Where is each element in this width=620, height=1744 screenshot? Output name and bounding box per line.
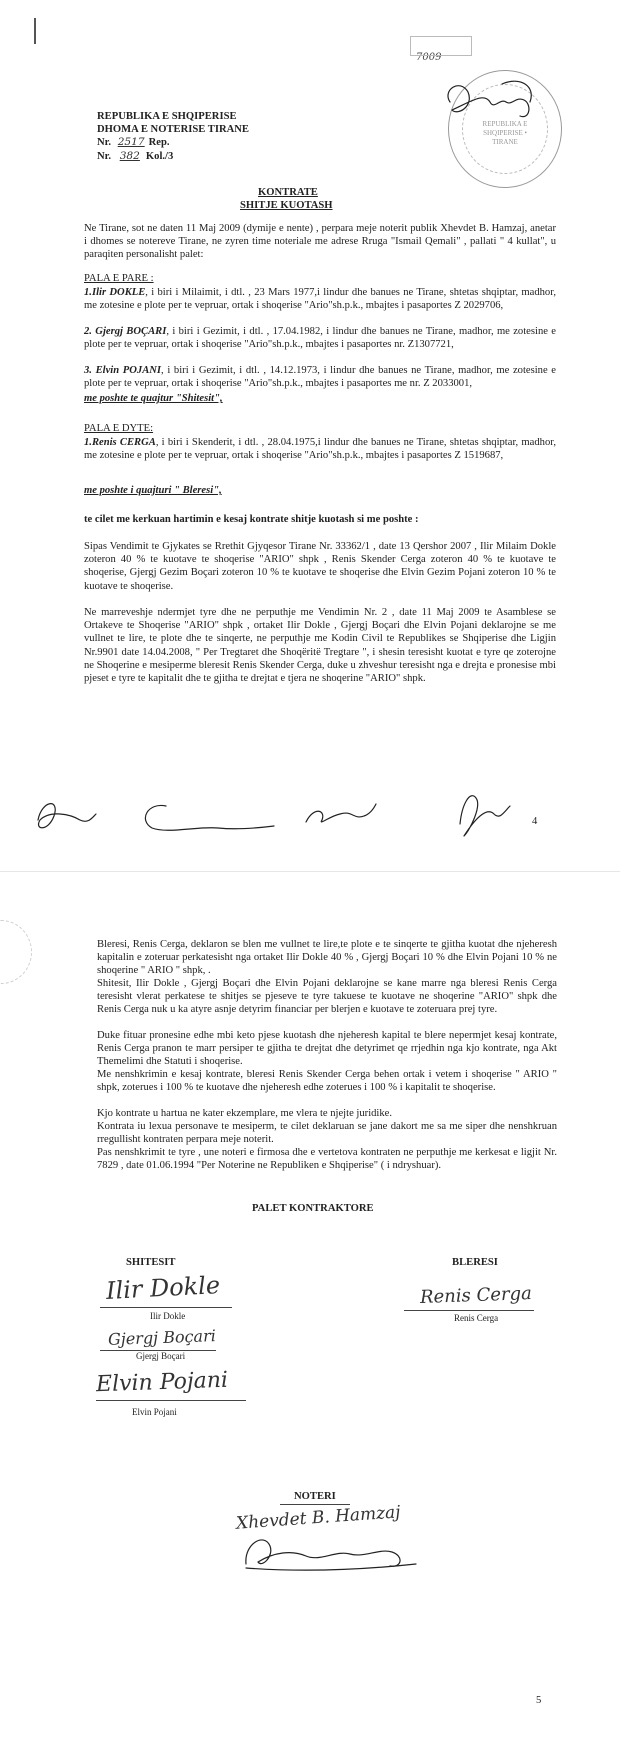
party-4: 1.Renis CERGA, i biri i Skenderit, i dtl. , 28.04.1975,i lindur dhe banues ne Tirane, shtetas shqiptar, madhor, me zotesine e plote per te vepruar, ortak i shoqerise "Ario"sh.p.k., mbajtes i pasaportes Z 1519687, (84, 437, 557, 462)
contract-page-2 (0, 872, 620, 1744)
margin-mark (34, 18, 36, 44)
header-kol-line: Nr. 382 Kol./3 (97, 150, 174, 162)
pala-dyte-heading: PALA E DYTE: (84, 423, 154, 434)
request-line: te cilet me kerkuan hartimin e kesaj kontrate shitje kuotash si me poshte : (84, 514, 419, 525)
page-number-4: 4 (532, 816, 538, 827)
pala-pare-heading: PALA E PARE : (84, 273, 154, 284)
buyer-signature: Renis Cerga (419, 1283, 533, 1308)
party-1: 1.Ilir DOKLE, i biri i Milaimit, i dtl. , 23 Mars 1977,i lindur dhe banues ne Tirane, shtetas shqiptar, madhor, me zotesine e plote per te vepruar, ortak i shoqerise "Ario"sh.p.k., mbajtes i pasaportes Z 2029706, (84, 287, 556, 312)
seller1-signature: Ilir Dokle (105, 1271, 221, 1305)
paragraph-sole-owner: Me nenshkrimin e kesaj kontrate, bleresi Renis Skender Cerga behen ortak i vetem i shoqerise " ARIO " shpk, zoterues i 100 % te kuotave dhe njeheresh edhe zoterues i 100 % i kapitalit te shoqerise. (97, 1069, 557, 1094)
page-number-5: 5 (536, 1695, 542, 1706)
seller2-name: Gjergj Boçari (136, 1351, 186, 1361)
paragraph-certification: Pas nenshkrimit te tyre , une noteri e firmosa dhe e vertetova kontraten ne perputhje me kerkesat e ligjit Nr. 7829 , date 01.06.1994 "Per Noterine ne Republiken e Shqiperise" ( i ndryshuar). (97, 1147, 557, 1172)
parties-heading: PALET KONTRAKTORE (252, 1203, 374, 1214)
title-subtitle: SHITJE KUOTASH (240, 200, 333, 211)
title-contract: KONTRATE (258, 187, 318, 198)
header-rep-line: Nr. 2517 Rep. (97, 136, 170, 148)
rep-number: 2517 (117, 136, 145, 148)
stamp-handwritten-note: 7009 (416, 52, 442, 63)
seller3-signature: Elvin Pojani (95, 1367, 229, 1398)
buyer-name: Renis Cerga (454, 1313, 499, 1323)
sellers-heading: SHITESIT (126, 1257, 176, 1268)
notary-signature-name: Xhevdet B. Hamzaj (235, 1502, 402, 1534)
intro-paragraph: Ne Tirane, sot ne daten 11 Maj 2009 (dymije e nente) , perpara meje noterit publik Xhevdet B. Hamzaj, anetar i dhomes se notereve Tirane, ne zyren time noteriale me adrese Rruga "Ismail Qemali" , pallati " 4 kullat", u paraqiten personalisht palet: (84, 223, 556, 261)
signature-1 (30, 790, 100, 840)
notary-initial-signature (440, 72, 540, 132)
buyer-alias: me poshte i quajturi " Bleresi", (84, 485, 222, 496)
buyer-sig-line (404, 1310, 534, 1311)
paragraph-sellers-declaration: Shitesit, Ilir Dokle , Gjergj Boçari dhe Elvin Pojani deklarojne se kane marre nga bleresi Renis Cerga teresisht vlerat perkatese te shitjes se pjeseve te tyre takuese te kuotave ne shoqerine "ARIO" shpk dhe Renis Cerga nuk u ka atyre asnje detyrim financiar per blerjen e kuotave te zoteruara prej tyre. (97, 978, 557, 1016)
paragraph-ownership: Duke fituar pronesine edhe mbi keto pjese kuotash dhe njeheresh kapital te blere nepermjet kesaj kontrate, Renis Cerga pranon te marr persiper te gjitha te drejtat dhe detyrimet qe rrjedhin nga kjo kontrate, nga Akt Themelimi dhe Statuti i shoqerise. (97, 1030, 557, 1068)
notary-heading-line (280, 1504, 350, 1505)
party-2: 2. Gjergj BOÇARI, i biri i Gezimit, i dtl. , 17.04.1982, i lindur dhe banues ne Tirane, madhor, me zotesine e plote per te vepruar, ortak i shoqerise "Ario"sh.p.k., mbajtes i pasaportes nr. Z1307721, (84, 326, 556, 351)
faded-stamp (0, 920, 32, 984)
kol-number: 382 (119, 150, 140, 162)
signature-4 (448, 784, 518, 844)
seller3-sig-line (96, 1400, 246, 1401)
signature-2 (138, 798, 278, 838)
seller3-name: Elvin Pojani (132, 1407, 177, 1417)
seller2-signature: Gjergj Boçari (107, 1326, 217, 1349)
seller-alias: me poshte te quajtur "Shitesit", (84, 393, 223, 404)
party-3: 3. Elvin POJANI, i biri i Gezimit, i dtl. , 14.12.1973, i lindur dhe banues ne Tirane, madhor, me zotesine e plote per te vepruar, ortak i shoqerise "Ario"sh.p.k., mbajtes i pasaportes me nr. Z 2033001, (84, 365, 557, 390)
paragraph-buyer-declaration: Bleresi, Renis Cerga, deklaron se blen me vullnet te lire,te plote e te sinqerte te gjitha kuotat dhe njeheresh kapitalin e zoteruar perkatesisht nga ortaket Ilir Dokle 40 % , Gjergj Boçari 10 % dhe Elvin Pojani 10 % ne shoqerine " ARIO " shpk, . (97, 939, 557, 977)
paragraph-court-decision: Sipas Vendimit te Gjykates se Rrethit Gjyqesor Tirane Nr. 33362/1 , date 13 Qershor 2007 , Ilir Milaim Dokle zoteron 40 % te kuotave te shoqerise "ARIO" shpk , Renis Skender Cerga zoteron 40 % te kuotave te shoqerise, Gjergj Gezim Boçari zoteron 10 % te kuotave te shoqerise dhe Elvin Gezim Pojani zoteron 10 % te kuotave te shoqerise. (84, 541, 556, 592)
paragraph-read: Kontrata iu lexua personave te mesiperm, te cilet deklaruan se jane dakort me sa me siper dhe nenshkruan rregullisht kontraten perpara meje noterit. (97, 1121, 557, 1146)
stamp-text: REPUBLIKA E SHQIPERISE • TIRANE (482, 120, 528, 146)
header-chamber: DHOMA E NOTERISE TIRANE (97, 124, 249, 135)
paragraph-agreement: Ne marreveshje ndermjet tyre dhe ne perputhje me Vendimin Nr. 2 , date 11 Maj 2009 te Asamblese se Ortakeve te Shoqerise "ARIO" shpk , ortaket Ilir Dokle , Gjergj Boçari dhe Elvin Pojani deklarojne se me vullnet te lire, te plote dhe te sinqerte, ne perputhje me Kodin Civil te Republikes se Shqiperise dhe Ligjin Nr.9901 date 14.04.2008, " Per Tregtaret dhe Shoqëritë Tregtare ", i shesin teresisht kuotat e tyre qe zoterojne ne Shoqerine e mesiperme bleresit Renis Skender Cerga, duke u zhveshur teresisht nga e drejta e pronesise mbi pjeset e tyre te kapitalit dhe te gjitha te drejtat e tjera ne shoqerine "ARIO" shpk. (84, 607, 556, 685)
paragraph-copies: Kjo kontrate u hartua ne kater ekzemplare, me vlera te njejte juridike. (97, 1108, 393, 1119)
signature-3 (300, 796, 380, 836)
stamp-box-mark (410, 36, 472, 56)
header-republic: REPUBLIKA E SHQIPERISE (97, 111, 237, 122)
seller1-sig-line (100, 1307, 232, 1308)
notary-signature (240, 1524, 420, 1574)
buyer-heading: BLERESI (452, 1257, 498, 1268)
seller1-name: Ilir Dokle (150, 1311, 186, 1321)
notary-heading: NOTERI (294, 1491, 336, 1502)
